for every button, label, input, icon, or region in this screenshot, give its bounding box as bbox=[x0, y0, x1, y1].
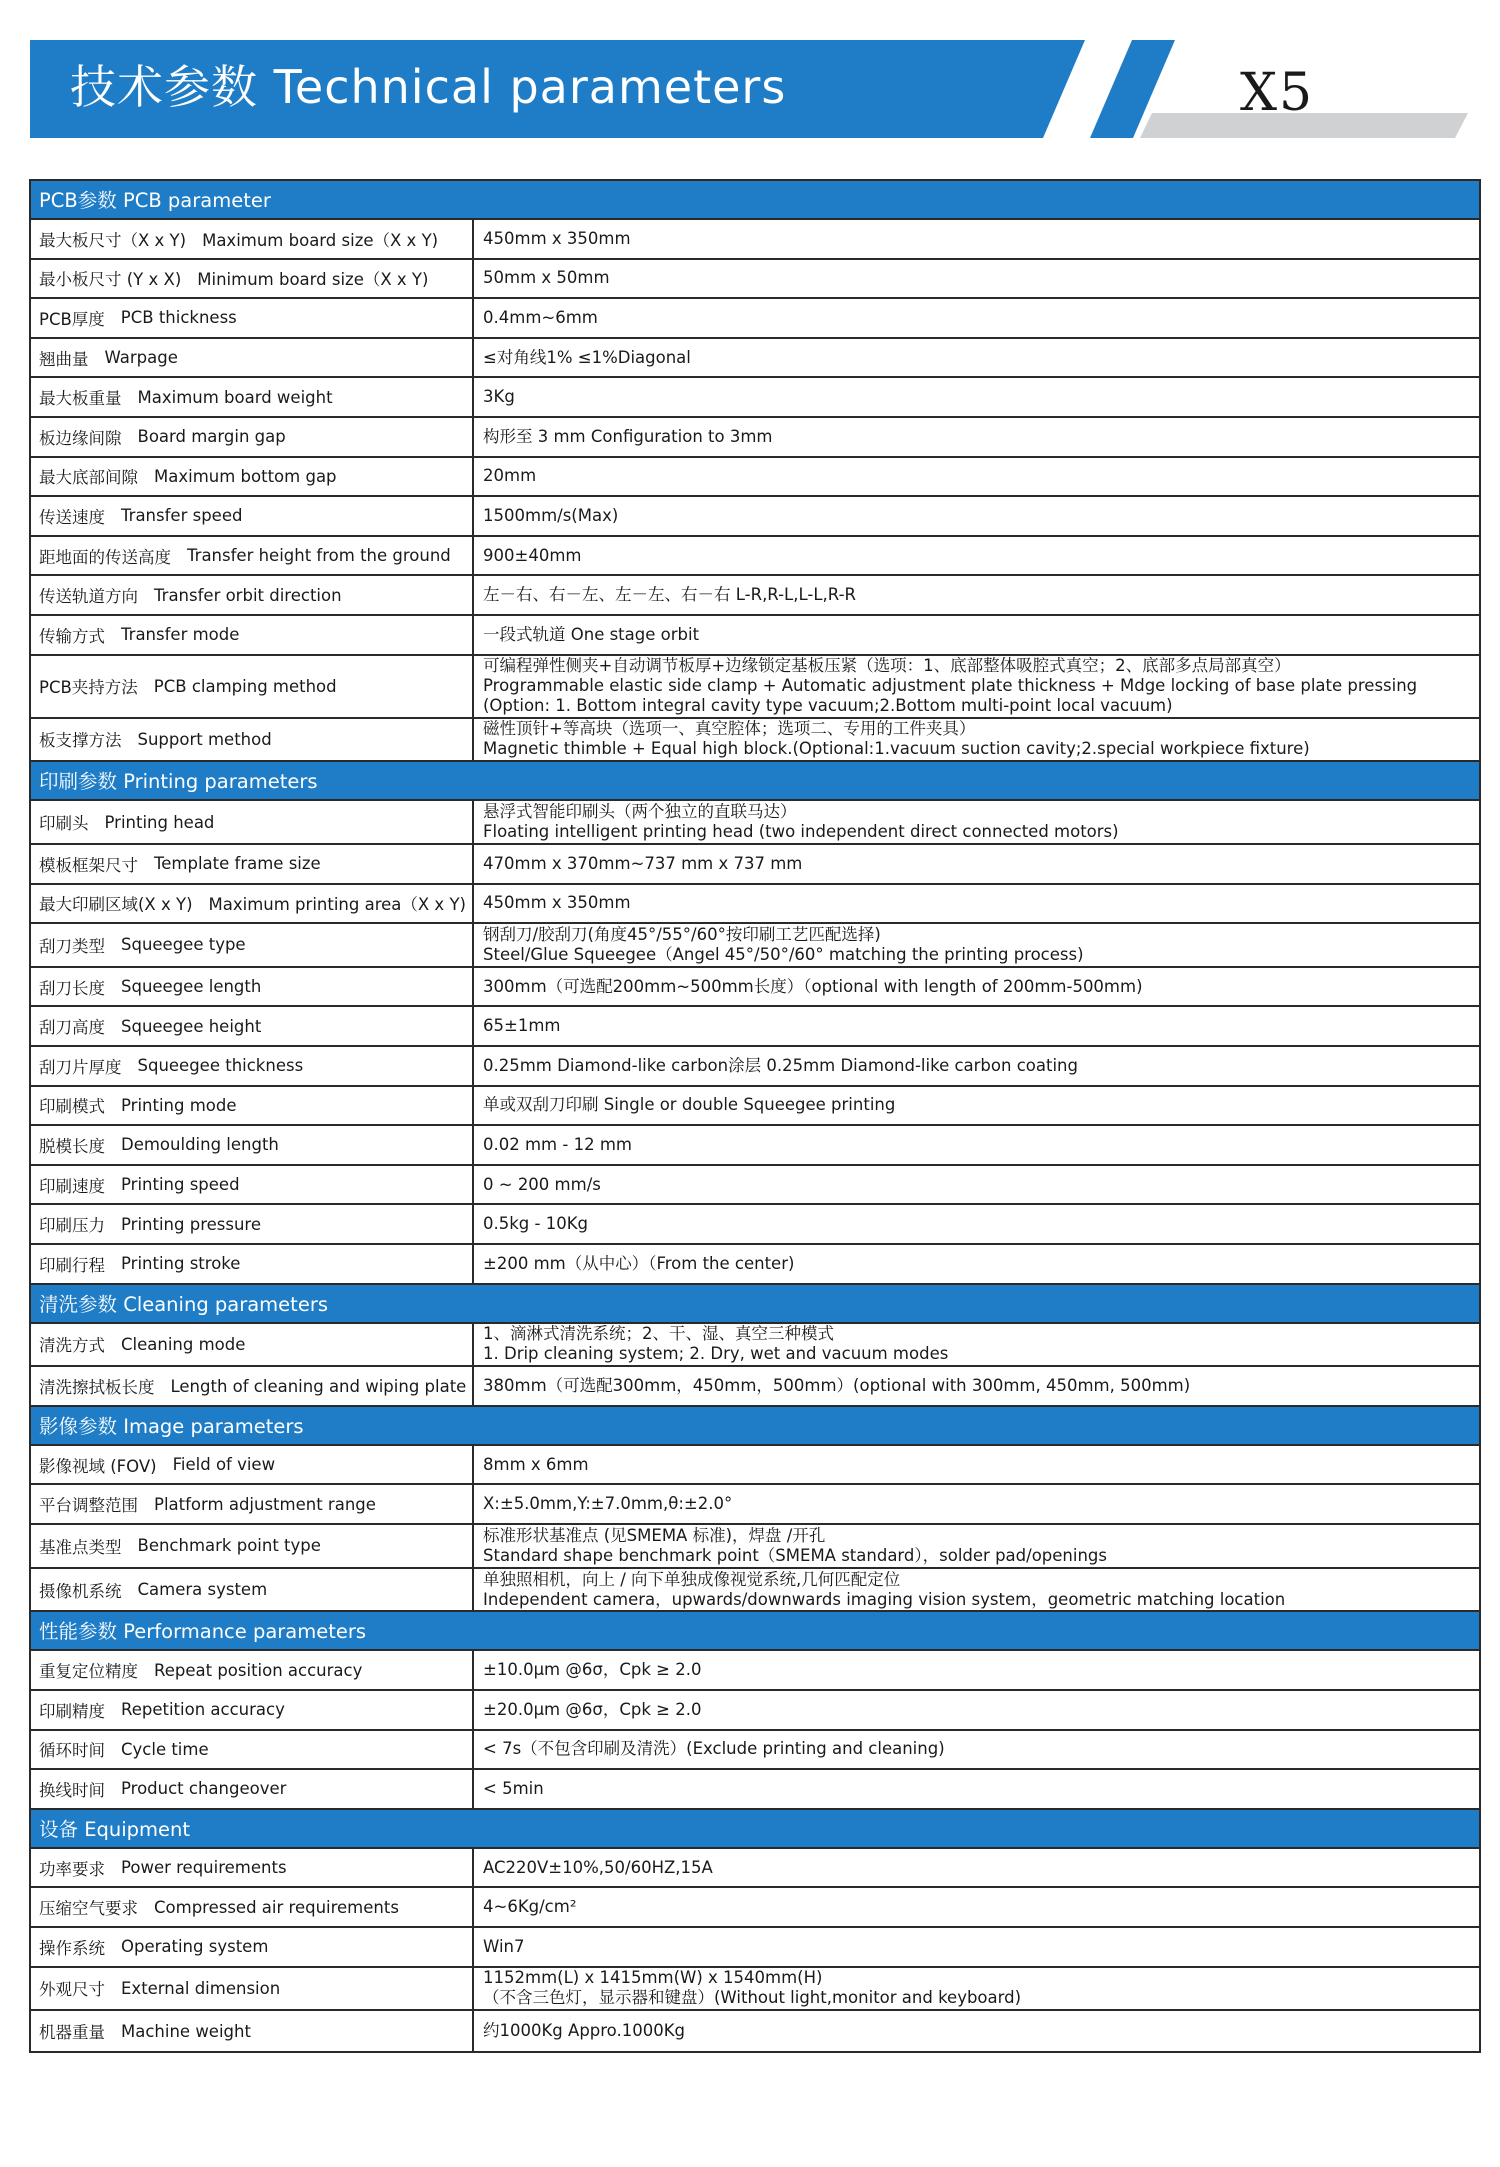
param-value-line: 50mm x 50mm bbox=[483, 268, 610, 288]
param-name-zh: 刮刀类型 bbox=[39, 936, 105, 956]
spec-row bbox=[31, 1245, 1479, 1285]
param-name-en: Printing pressure bbox=[121, 1214, 261, 1234]
param-name-zh: 基准点类型 bbox=[39, 1537, 122, 1557]
param-value-line: 0.5kg - 10Kg bbox=[483, 1214, 589, 1234]
param-value-line: （不含三色灯，显示器和键盘）(Without light,monitor and keyboard) bbox=[483, 1988, 1022, 2008]
param-name-en: Cleaning mode bbox=[121, 1334, 246, 1354]
param-value-cell bbox=[474, 1166, 1479, 1204]
param-value-cell bbox=[474, 418, 1479, 456]
param-value-line: 0.25mm Diamond-like carbon涂层 0.25mm Diamond-like carbon coating bbox=[483, 1055, 1078, 1075]
param-value-cell bbox=[474, 1968, 1479, 2010]
param-value-line: 900±40mm bbox=[483, 545, 582, 565]
param-value-line: AC220V±10%,50/60HZ,15A bbox=[483, 1857, 713, 1877]
param-value-cell bbox=[474, 1205, 1479, 1243]
param-value-cell bbox=[474, 2011, 1479, 2051]
param-name-en: Maximum printing area（X x Y) bbox=[208, 895, 466, 915]
spec-row bbox=[31, 1731, 1479, 1771]
param-name-zh: 操作系统 bbox=[39, 1938, 105, 1958]
param-name-en: Length of cleaning and wiping plate bbox=[170, 1376, 467, 1396]
spec-row bbox=[31, 497, 1479, 537]
param-name-zh: 重复定位精度 bbox=[39, 1662, 138, 1682]
param-name-zh: 板边缘间隙 bbox=[39, 428, 122, 448]
param-name-zh: 摄像机系统 bbox=[39, 1581, 122, 1601]
param-name-cell bbox=[31, 845, 474, 883]
param-name-en: Machine weight bbox=[121, 2021, 251, 2041]
param-name-cell bbox=[31, 1525, 474, 1567]
param-name-cell bbox=[31, 1007, 474, 1045]
param-name-en: Board margin gap bbox=[137, 427, 286, 447]
param-name-en: Template frame size bbox=[154, 854, 321, 874]
param-value-line: 可编程弹性侧夹+自动调节板厚+边缘锁定基板压紧（选项：1、底部整体吸腔式真空；2、底部多点局部真空） bbox=[483, 656, 1291, 676]
param-value-line: Steel/Glue Squeegee（Angel 45°/50°/60° matching the printing process) bbox=[483, 944, 1084, 964]
spec-row bbox=[31, 260, 1479, 300]
param-value-line: 450mm x 350mm bbox=[483, 893, 631, 913]
param-name-cell bbox=[31, 1968, 474, 2010]
param-name-en: External dimension bbox=[121, 1978, 281, 1998]
param-value-cell bbox=[474, 924, 1479, 966]
spec-row bbox=[31, 616, 1479, 656]
param-name-zh: 刮刀高度 bbox=[39, 1018, 105, 1038]
param-value-line: ≤对角线1% ≤1%Diagonal bbox=[483, 347, 691, 367]
param-value-cell bbox=[474, 576, 1479, 614]
section-header: 影像参数 Image parameters bbox=[31, 1407, 1479, 1446]
param-name-en: PCB thickness bbox=[120, 308, 237, 328]
param-name-cell bbox=[31, 1651, 474, 1689]
spec-row bbox=[31, 1770, 1479, 1810]
param-name-en: Printing speed bbox=[121, 1175, 240, 1195]
param-value-line: 钢刮刀/胶刮刀(角度45°/55°/60°按印刷工艺匹配选择) bbox=[483, 924, 881, 944]
param-value-cell bbox=[474, 1888, 1479, 1926]
param-value-cell bbox=[474, 458, 1479, 496]
param-value-line: 3Kg bbox=[483, 387, 515, 407]
param-name-cell bbox=[31, 1485, 474, 1523]
param-name-en: Repeat position accuracy bbox=[154, 1660, 363, 1680]
param-name-en: Compressed air requirements bbox=[154, 1897, 399, 1917]
param-name-zh: 最小板尺寸 (Y x X) bbox=[39, 270, 182, 290]
param-name-cell bbox=[31, 1731, 474, 1769]
param-name-en: Transfer speed bbox=[121, 506, 243, 526]
param-name-zh: 印刷压力 bbox=[39, 1216, 105, 1236]
section-header: 印刷参数 Printing parameters bbox=[31, 762, 1479, 801]
param-name-cell bbox=[31, 1245, 474, 1283]
param-name-en: Printing stroke bbox=[121, 1254, 241, 1274]
param-name-en: Product changeover bbox=[121, 1779, 287, 1799]
param-value-cell bbox=[474, 1087, 1479, 1125]
param-name-cell bbox=[31, 576, 474, 614]
param-name-en: Operating system bbox=[121, 1937, 269, 1957]
spec-row bbox=[31, 1888, 1479, 1928]
param-name-en: Platform adjustment range bbox=[154, 1494, 376, 1514]
param-value-line: 450mm x 350mm bbox=[483, 228, 631, 248]
param-value-cell bbox=[474, 1245, 1479, 1283]
param-name-zh: 清洗擦拭板长度 bbox=[39, 1378, 155, 1398]
param-value-line: 4~6Kg/cm² bbox=[483, 1897, 577, 1917]
param-name-en: Cycle time bbox=[121, 1739, 209, 1759]
param-name-zh: 换线时间 bbox=[39, 1780, 105, 1800]
param-name-cell bbox=[31, 339, 474, 377]
spec-row bbox=[31, 885, 1479, 925]
param-name-cell bbox=[31, 260, 474, 298]
param-value-line: 构形至 3 mm Configuration to 3mm bbox=[483, 426, 773, 446]
param-name-en: Squeegee thickness bbox=[137, 1056, 304, 1076]
spec-row bbox=[31, 458, 1479, 498]
param-value-line: 单或双刮刀印刷 Single or double Squeegee printing bbox=[483, 1095, 896, 1115]
param-name-cell bbox=[31, 2011, 474, 2051]
spec-row bbox=[31, 1525, 1479, 1569]
param-value-cell bbox=[474, 1367, 1479, 1405]
param-value-cell bbox=[474, 1569, 1479, 1611]
param-name-cell bbox=[31, 1569, 474, 1611]
param-name-zh: 外观尺寸 bbox=[39, 1980, 105, 2000]
param-value-line: Magnetic thimble + Equal high block.(Optional:1.vacuum suction cavity;2.special workpiece fixture) bbox=[483, 739, 1310, 759]
param-value-line: 单独照相机，向上 / 向下单独成像视觉系统,几何匹配定位 bbox=[483, 1569, 901, 1589]
param-name-en: Warpage bbox=[104, 348, 178, 368]
spec-row bbox=[31, 656, 1479, 719]
param-name-en: Squeegee length bbox=[121, 977, 262, 997]
spec-table bbox=[29, 179, 1481, 2053]
param-name-en: Benchmark point type bbox=[137, 1536, 321, 1556]
param-value-line: (Option: 1. Bottom integral cavity type vacuum;2.Bottom multi-point local vacuum) bbox=[483, 696, 1173, 716]
param-value-line: 0 ~ 200 mm/s bbox=[483, 1174, 601, 1194]
param-name-zh: 刮刀长度 bbox=[39, 978, 105, 998]
param-value-cell bbox=[474, 1731, 1479, 1769]
spec-row bbox=[31, 801, 1479, 845]
spec-row bbox=[31, 576, 1479, 616]
param-name-cell bbox=[31, 1888, 474, 1926]
spec-row bbox=[31, 2011, 1479, 2051]
param-value-cell bbox=[474, 616, 1479, 654]
param-name-cell bbox=[31, 418, 474, 456]
param-value-line: Win7 bbox=[483, 1936, 525, 1956]
param-name-cell bbox=[31, 1928, 474, 1966]
param-value-line: 悬浮式智能印刷头（两个独立的直联马达） bbox=[483, 802, 797, 822]
param-value-line: X:±5.0mm,Y:±7.0mm,θ:±2.0° bbox=[483, 1494, 733, 1514]
param-value-line: < 5min bbox=[483, 1778, 544, 1798]
param-name-cell bbox=[31, 497, 474, 535]
param-name-en: Camera system bbox=[137, 1580, 268, 1600]
param-name-cell bbox=[31, 656, 474, 717]
param-value-cell bbox=[474, 1007, 1479, 1045]
spec-row bbox=[31, 719, 1479, 763]
param-name-cell bbox=[31, 299, 474, 337]
spec-row bbox=[31, 1007, 1479, 1047]
param-name-cell bbox=[31, 968, 474, 1006]
param-name-zh: 翘曲量 bbox=[39, 349, 89, 369]
param-value-cell bbox=[474, 220, 1479, 258]
spec-row bbox=[31, 968, 1479, 1008]
param-value-line: 1152mm(L) x 1415mm(W) x 1540mm(H) bbox=[483, 1968, 823, 1988]
param-name-cell bbox=[31, 1205, 474, 1243]
spec-row bbox=[31, 220, 1479, 260]
spec-row bbox=[31, 378, 1479, 418]
param-value-cell bbox=[474, 968, 1479, 1006]
param-value-line: ±20.0μm @6σ，Cpk ≥ 2.0 bbox=[483, 1699, 702, 1719]
model-name: X5 bbox=[1240, 63, 1315, 123]
param-value-line: 磁性顶针+等高块（选项一、真空腔体；选项二、专用的工件夹具） bbox=[483, 719, 976, 739]
param-name-zh: 影像视域 (FOV) bbox=[39, 1456, 157, 1476]
param-value-cell bbox=[474, 1849, 1479, 1887]
param-name-cell bbox=[31, 1849, 474, 1887]
spec-row bbox=[31, 1087, 1479, 1127]
spec-row bbox=[31, 418, 1479, 458]
page-title: 技术参数 Technical parameters bbox=[70, 60, 787, 114]
param-name-cell bbox=[31, 537, 474, 575]
param-name-cell bbox=[31, 458, 474, 496]
param-name-zh: 印刷模式 bbox=[39, 1097, 105, 1117]
param-name-cell bbox=[31, 1367, 474, 1405]
param-value-cell bbox=[474, 719, 1479, 761]
param-value-cell bbox=[474, 1047, 1479, 1085]
param-name-cell bbox=[31, 924, 474, 966]
param-value-line: Independent camera，upwards/downwards imaging vision system，geometric matching location bbox=[483, 1589, 1286, 1609]
spec-row bbox=[31, 1968, 1479, 2012]
param-value-line: 约1000Kg Appro.1000Kg bbox=[483, 2021, 686, 2041]
param-value-line: Programmable elastic side clamp + Automatic adjustment plate thickness + Mdge locking of base plate pressing bbox=[483, 676, 1418, 696]
param-name-en: Support method bbox=[137, 729, 272, 749]
param-value-line: 0.4mm~6mm bbox=[483, 307, 598, 327]
param-name-en: Repetition accuracy bbox=[121, 1700, 285, 1720]
param-name-en: Squeegee type bbox=[121, 935, 246, 955]
param-value-line: 1500mm/s(Max) bbox=[483, 505, 619, 525]
param-value-line: Floating intelligent printing head (two independent direct connected motors) bbox=[483, 822, 1119, 842]
param-name-zh: 最大板重量 bbox=[39, 389, 122, 409]
param-name-zh: PCB厚度 bbox=[39, 309, 105, 329]
spec-row bbox=[31, 299, 1479, 339]
param-value-line: 0.02 mm - 12 mm bbox=[483, 1134, 632, 1154]
param-name-zh: 功率要求 bbox=[39, 1859, 105, 1879]
spec-row bbox=[31, 1166, 1479, 1206]
spec-row bbox=[31, 1485, 1479, 1525]
param-name-en: Minimum board size（X x Y) bbox=[197, 270, 429, 290]
param-value-line: ±10.0μm @6σ，Cpk ≥ 2.0 bbox=[483, 1660, 702, 1680]
param-value-cell bbox=[474, 537, 1479, 575]
param-value-line: 一段式轨道 One stage orbit bbox=[483, 624, 700, 644]
param-name-en: Demoulding length bbox=[121, 1135, 279, 1155]
param-name-cell bbox=[31, 1770, 474, 1808]
param-name-cell bbox=[31, 378, 474, 416]
param-value-cell bbox=[474, 339, 1479, 377]
param-value-cell bbox=[474, 260, 1479, 298]
param-value-cell bbox=[474, 1324, 1479, 1366]
spec-row bbox=[31, 1849, 1479, 1889]
param-name-zh: 距地面的传送高度 bbox=[39, 547, 171, 567]
param-name-zh: 模板框架尺寸 bbox=[39, 855, 138, 875]
param-value-line: Standard shape benchmark point（SMEMA standard），solder pad/openings bbox=[483, 1545, 1107, 1565]
param-name-zh: 印刷头 bbox=[39, 814, 89, 834]
param-value-cell bbox=[474, 801, 1479, 843]
param-name-zh: 循环时间 bbox=[39, 1741, 105, 1761]
param-value-line: 1、滴淋式清洗系统；2、干、湿、真空三种模式 bbox=[483, 1324, 834, 1344]
param-name-zh: 印刷精度 bbox=[39, 1701, 105, 1721]
spec-row bbox=[31, 1205, 1479, 1245]
spec-row bbox=[31, 1126, 1479, 1166]
param-value-line: 标准形状基准点 (见SMEMA 标准)，焊盘 /开孔 bbox=[483, 1525, 826, 1545]
param-value-cell bbox=[474, 885, 1479, 923]
spec-row bbox=[31, 339, 1479, 379]
param-name-cell bbox=[31, 1691, 474, 1729]
spec-row bbox=[31, 537, 1479, 577]
section-header: 性能参数 Performance parameters bbox=[31, 1612, 1479, 1651]
section-header: PCB参数 PCB parameter bbox=[31, 181, 1479, 220]
param-name-zh: 平台调整范围 bbox=[39, 1496, 138, 1516]
param-name-zh: 板支撑方法 bbox=[39, 731, 122, 751]
param-name-cell bbox=[31, 1446, 474, 1484]
param-name-zh: 最大印刷区域(X x Y) bbox=[39, 895, 193, 915]
param-value-cell bbox=[474, 299, 1479, 337]
param-value-line: 300mm（可选配200mm~500mm长度）（optional with length of 200mm-500mm) bbox=[483, 976, 1143, 996]
param-name-cell bbox=[31, 801, 474, 843]
param-name-en: Transfer height from the ground bbox=[187, 546, 451, 566]
param-name-zh: 机器重量 bbox=[39, 2023, 105, 2043]
param-value-cell bbox=[474, 378, 1479, 416]
param-name-zh: 清洗方式 bbox=[39, 1336, 105, 1356]
param-name-en: Squeegee height bbox=[121, 1016, 262, 1036]
spec-row bbox=[31, 1367, 1479, 1407]
param-value-cell bbox=[474, 497, 1479, 535]
param-name-cell bbox=[31, 1047, 474, 1085]
spec-row bbox=[31, 1324, 1479, 1368]
param-name-en: Maximum bottom gap bbox=[154, 466, 337, 486]
param-name-cell bbox=[31, 616, 474, 654]
param-value-cell bbox=[474, 1126, 1479, 1164]
param-name-zh: 印刷速度 bbox=[39, 1176, 105, 1196]
param-value-line: 1. Drip cleaning system; 2. Dry, wet and vacuum modes bbox=[483, 1344, 949, 1364]
param-value-line: 470mm x 370mm~737 mm x 737 mm bbox=[483, 853, 803, 873]
param-name-en: Power requirements bbox=[121, 1858, 287, 1878]
param-name-zh: 脱模长度 bbox=[39, 1136, 105, 1156]
spec-row bbox=[31, 1651, 1479, 1691]
param-name-zh: 印刷行程 bbox=[39, 1255, 105, 1275]
param-value-line: 20mm bbox=[483, 466, 537, 486]
param-name-en: Transfer orbit direction bbox=[154, 585, 342, 605]
param-value-cell bbox=[474, 1691, 1479, 1729]
param-value-line: < 7s（不包含印刷及清洗）(Exclude printing and cleaning) bbox=[483, 1739, 945, 1759]
param-value-cell bbox=[474, 1525, 1479, 1567]
param-value-cell bbox=[474, 1485, 1479, 1523]
param-name-cell bbox=[31, 885, 474, 923]
spec-row bbox=[31, 1691, 1479, 1731]
spec-row bbox=[31, 924, 1479, 968]
spec-row bbox=[31, 1928, 1479, 1968]
param-name-zh: 刮刀片厚度 bbox=[39, 1057, 122, 1077]
param-name-en: Maximum board weight bbox=[137, 387, 333, 407]
spec-row bbox=[31, 1569, 1479, 1613]
param-value-line: 380mm（可选配300mm，450mm，500mm）(optional with 300mm, 450mm, 500mm) bbox=[483, 1376, 1191, 1396]
param-name-cell bbox=[31, 220, 474, 258]
param-value-cell bbox=[474, 1928, 1479, 1966]
param-name-zh: PCB夹持方法 bbox=[39, 678, 138, 698]
param-value-cell bbox=[474, 1446, 1479, 1484]
param-name-zh: 传送速度 bbox=[39, 507, 105, 527]
spec-row bbox=[31, 845, 1479, 885]
param-value-cell bbox=[474, 656, 1479, 717]
param-value-line: 左－右、右－左、左－左、右－右 L-R,R-L,L-L,R-R bbox=[483, 585, 857, 605]
param-name-zh: 最大底部间隙 bbox=[39, 468, 138, 488]
section-header: 设备 Equipment bbox=[31, 1810, 1479, 1849]
param-name-cell bbox=[31, 1126, 474, 1164]
param-name-cell bbox=[31, 719, 474, 761]
param-name-zh: 压缩空气要求 bbox=[39, 1899, 138, 1919]
param-name-zh: 最大板尺寸（X x Y) bbox=[39, 230, 187, 250]
param-name-cell bbox=[31, 1166, 474, 1204]
param-name-en: Maximum board size（X x Y) bbox=[202, 230, 439, 250]
param-value-line: 65±1mm bbox=[483, 1016, 561, 1036]
spec-row bbox=[31, 1446, 1479, 1486]
param-value-cell bbox=[474, 1651, 1479, 1689]
param-value-line: ±200 mm（从中心）（From the center) bbox=[483, 1253, 795, 1273]
param-value-cell bbox=[474, 1770, 1479, 1808]
param-name-en: Printing mode bbox=[121, 1095, 237, 1115]
param-name-en: Printing head bbox=[104, 812, 215, 832]
param-name-cell bbox=[31, 1324, 474, 1366]
param-name-en: Transfer mode bbox=[121, 625, 240, 645]
spec-row bbox=[31, 1047, 1479, 1087]
param-name-zh: 传输方式 bbox=[39, 626, 105, 646]
param-name-zh: 传送轨道方向 bbox=[39, 587, 138, 607]
param-name-en: PCB clamping method bbox=[153, 676, 337, 696]
section-header: 清洗参数 Cleaning parameters bbox=[31, 1285, 1479, 1324]
page-header bbox=[0, 0, 1500, 150]
param-value-cell bbox=[474, 845, 1479, 883]
param-name-en: Field of view bbox=[172, 1455, 276, 1475]
param-value-line: 8mm x 6mm bbox=[483, 1454, 589, 1474]
param-name-cell bbox=[31, 1087, 474, 1125]
